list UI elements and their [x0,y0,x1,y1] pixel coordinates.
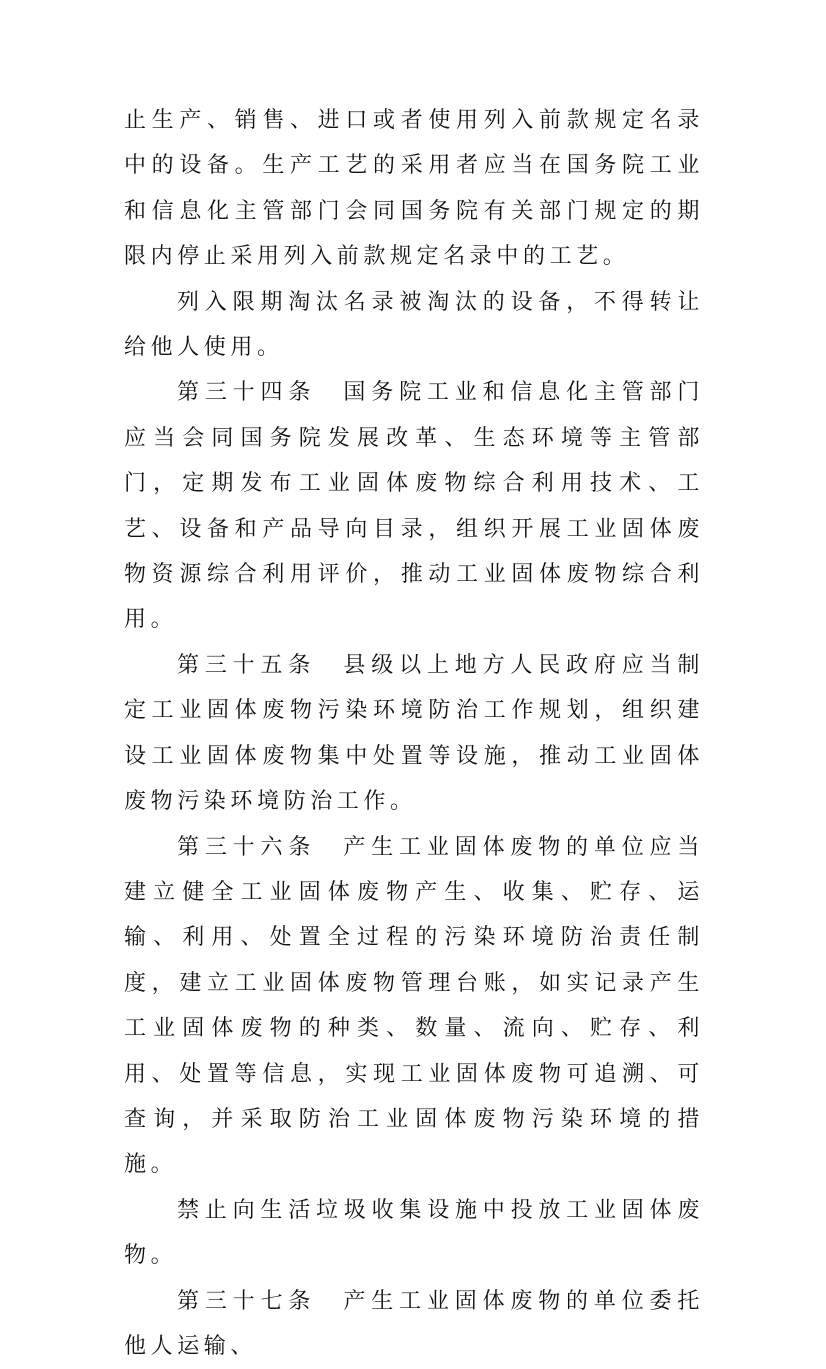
article-34 [124,370,704,642]
article-36 [124,825,704,1188]
article-number: 第三十五条 [177,652,317,678]
paragraph-text: 产生工业固体废物的单位应当建立健全工业固体废物产生、收集、贮存、运输、利用、处置全过程的污染环境防治责任制度，建立工业固体废物管理台账，如实记录产生工业固体废物的种类、数量、流向、贮存、利用、处置等信息，实现工业固体废物可追溯、可查询，并采取防治工业固体废物污染环境的措施。 [124,834,704,1178]
paragraph-prohibition [124,1188,704,1279]
paragraph-text: 止生产、销售、进口或者使用列入前款规定名录中的设备。生产工艺的采用者应当在国务院工业和信息化主管部门会同国务院有关部门规定的期限内停止采用列入前款规定名录中的工艺。 [124,108,704,270]
article-number: 第三十四条 [177,380,317,406]
paragraph-text: 县级以上地方人民政府应当制定工业固体废物污染环境防治工作规划，组织建设工业固体废物集中处置等设施，推动工业固体废物污染环境防治工作。 [124,652,704,815]
paragraph-1 [124,98,704,280]
article-number: 第三十七条 [177,1288,317,1314]
article-35 [124,643,704,825]
paragraph-text: 列入限期淘汰名录被淘汰的设备，不得转让给他人使用。 [124,289,704,361]
article-37 [124,1279,704,1369]
paragraph-text: 禁止向生活垃圾收集设施中投放工业固体废物。 [124,1197,704,1269]
document-page [124,98,704,1369]
paragraph-text: 国务院工业和信息化主管部门应当会同国务院发展改革、生态环境等主管部门，定期发布工业固体废物综合利用技术、工艺、设备和产品导向目录，组织开展工业固体废物资源综合利用评价，推动工业固体废物综合利用。 [124,380,704,633]
article-number: 第三十六条 [177,834,317,860]
paragraph-text: 产生工业固体废物的单位委托他人运输、 [124,1288,704,1359]
paragraph-2 [124,280,704,371]
